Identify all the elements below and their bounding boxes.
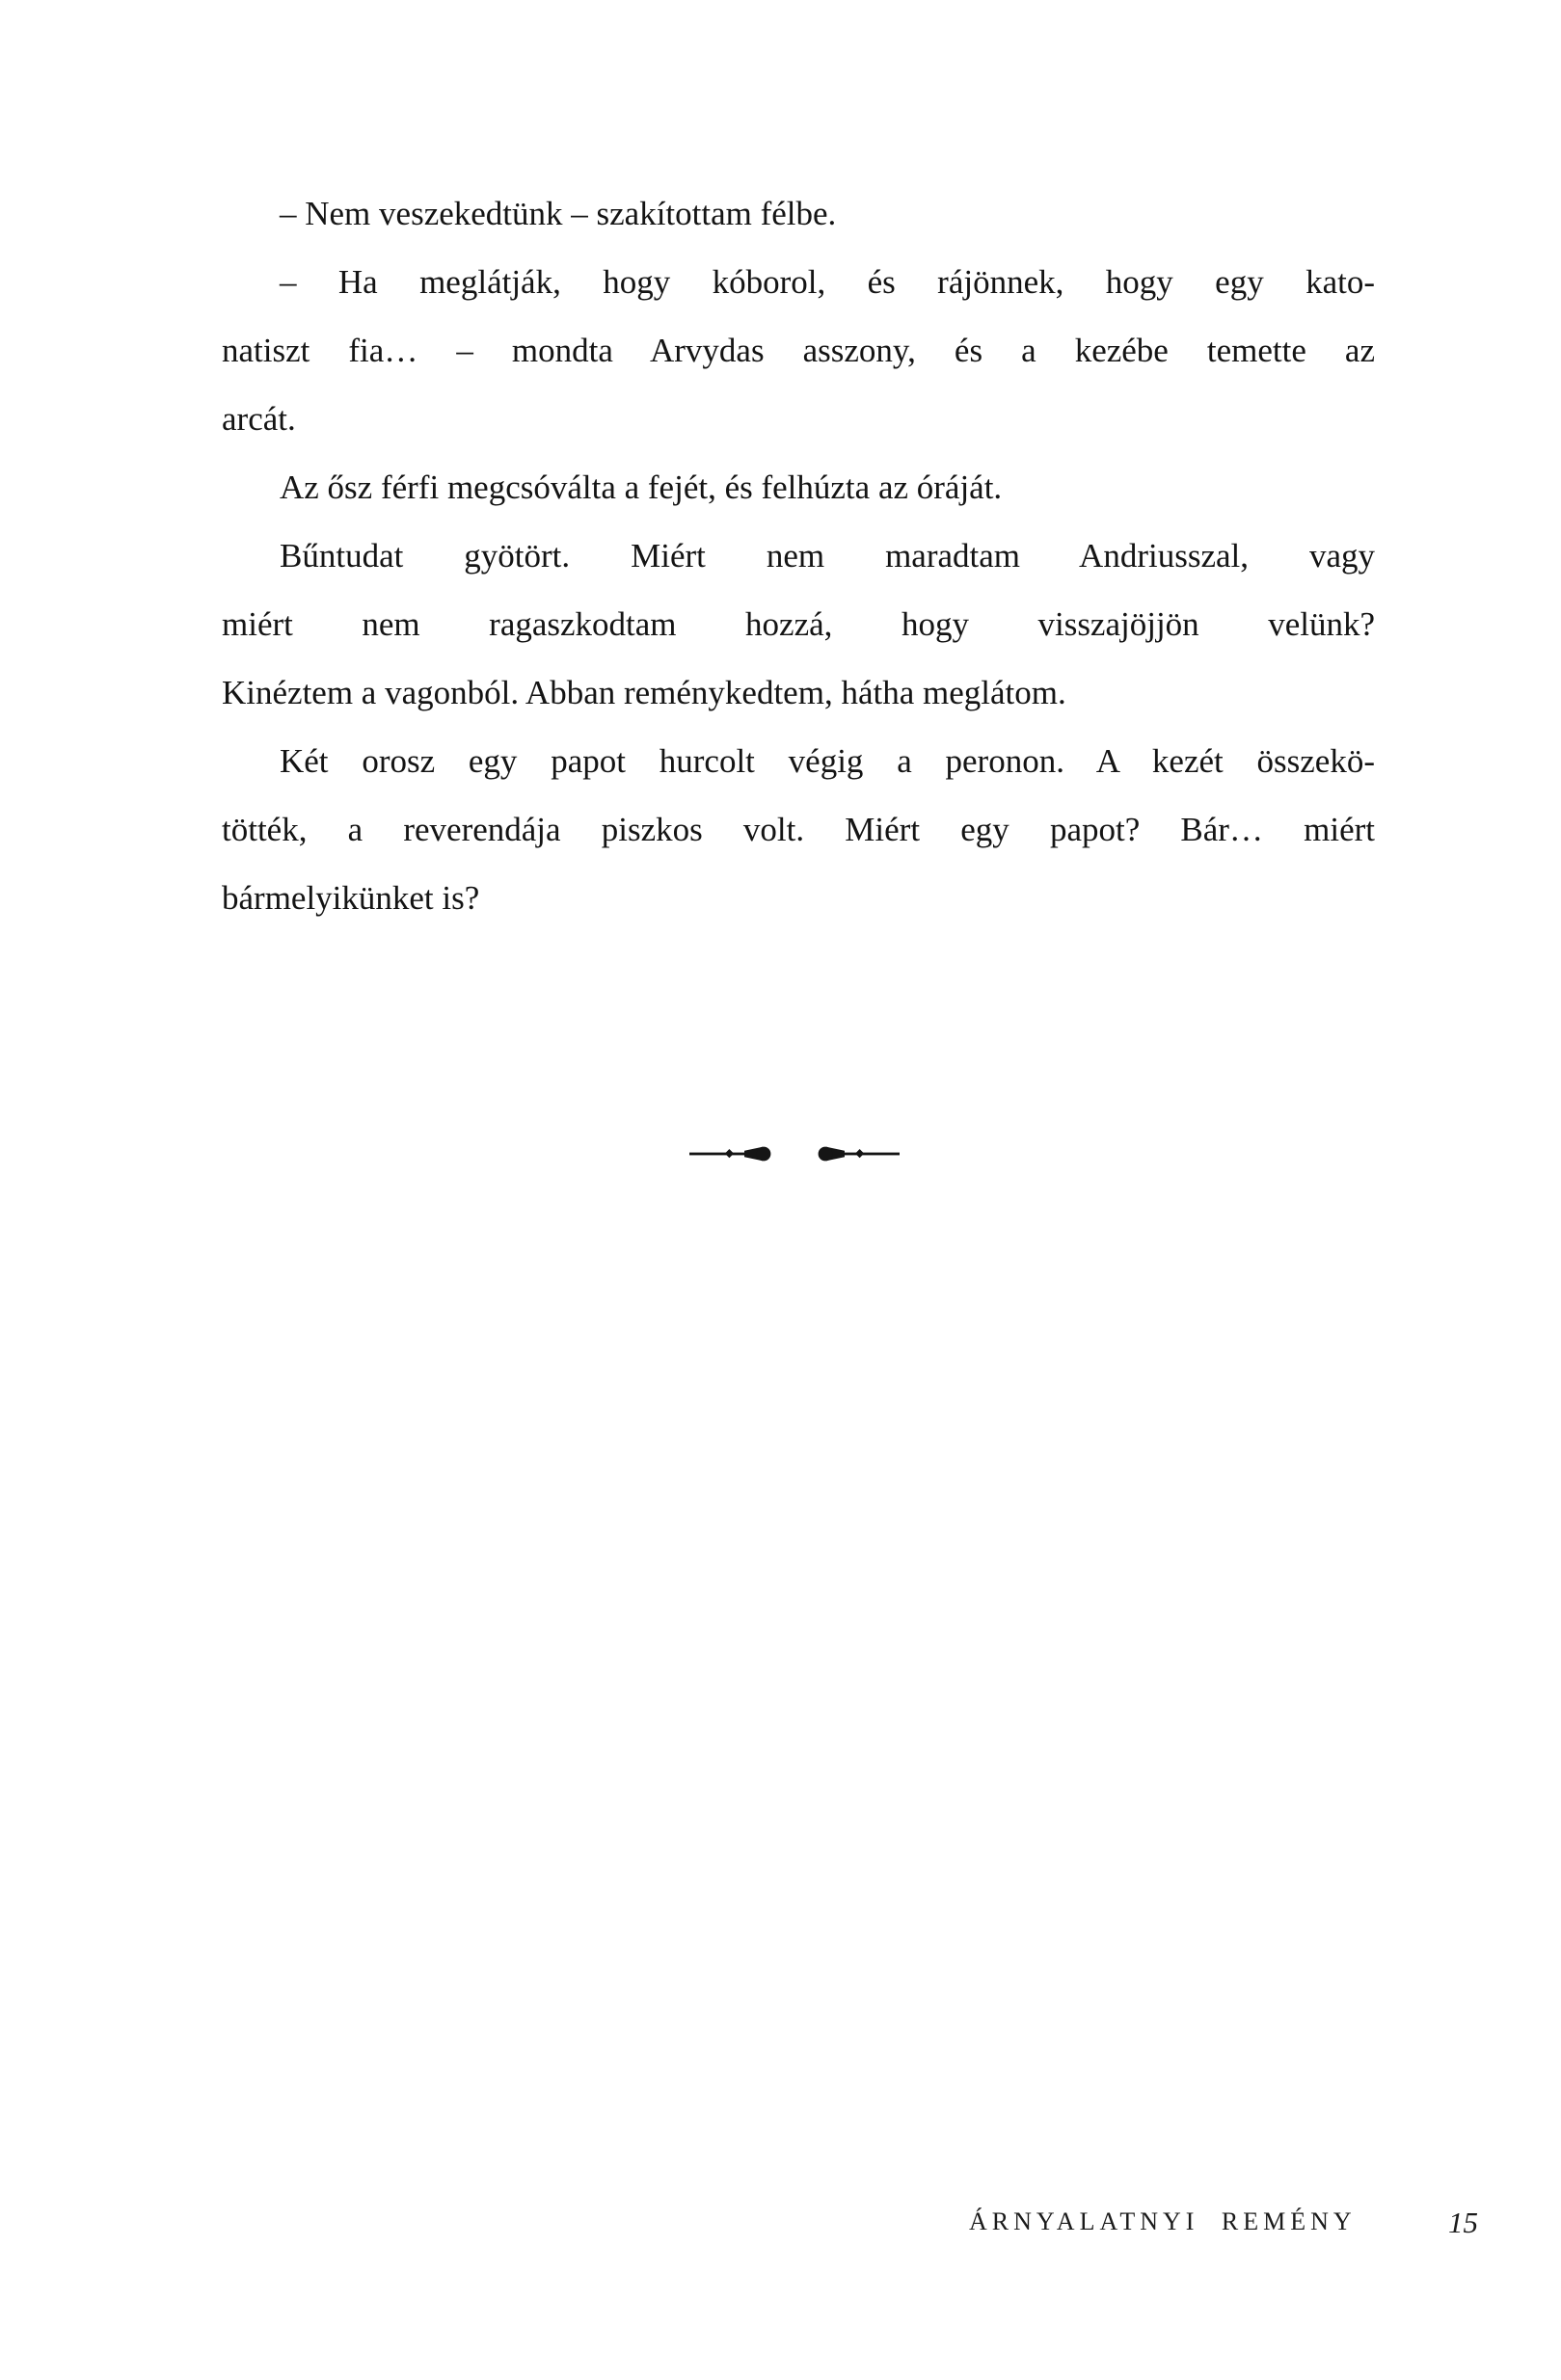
text-line: Kinéztem a vagonból. Abban reménykedtem, hátha meglátom. — [222, 674, 1066, 711]
text-line: Két orosz egy papot hurcolt végig a peronon. A kezét összekö- — [280, 742, 1375, 780]
divider-flourish-icon — [688, 1141, 901, 1166]
body-text — [222, 179, 1375, 932]
text-line: bármelyikünket is? — [222, 879, 480, 917]
divider-right-flourish-icon — [819, 1147, 900, 1162]
paragraph — [222, 179, 1375, 248]
text-line: – Nem veszekedtünk – szakítottam félbe. — [280, 195, 837, 232]
text-line: Az ősz férfi megcsóválta a fejét, és felhúzta az óráját. — [280, 468, 1003, 506]
text-line: natiszt fia… – mondta Arvydas asszony, és a kezébe temette az — [222, 332, 1375, 369]
page-number: 15 — [1448, 2206, 1478, 2239]
text-line: Bűntudat gyötört. Miért nem maradtam Andriusszal, vagy — [280, 537, 1375, 575]
divider-left-flourish-icon — [689, 1147, 770, 1162]
paragraph — [222, 727, 1375, 932]
section-divider-ornament — [688, 1140, 901, 1167]
text-line: miért nem ragaszkodtam hozzá, hogy visszajöjjön velünk? — [222, 605, 1375, 643]
text-line: – Ha meglátják, hogy kóborol, és rájönnek, hogy egy kato- — [280, 263, 1375, 301]
running-footer-title: ÁRNYALATNYI REMÉNY — [969, 2207, 1357, 2235]
text-line: arcát. — [222, 400, 296, 438]
paragraph — [222, 521, 1375, 727]
paragraph — [222, 248, 1375, 453]
paragraph — [222, 453, 1375, 521]
text-line: tötték, a reverendája piszkos volt. Miért egy papot? Bár… miért — [222, 811, 1375, 848]
